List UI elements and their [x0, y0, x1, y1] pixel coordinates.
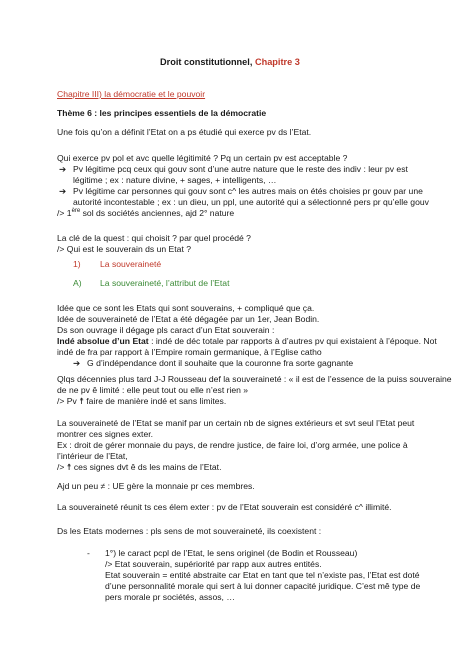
key-question: La clé de la quest : qui choisit ? par quel procédé ? /> Qui est le souverain ds un Etat ? [57, 233, 251, 254]
section-1-heading: 1) La souveraineté [73, 259, 162, 269]
paragraph-unlimited: La souveraineté réunit ts ces élem exter : pv de l’Etat souverain est considéré c^ illimité. [57, 502, 392, 512]
arrow-icon: ➔ [73, 358, 81, 368]
paragraph-modern-states: Ds les Etats modernes : pls sens de mot souveraineté, ils coexistent : [57, 526, 322, 536]
arrow-icon: ➔ [59, 164, 67, 174]
chapter-heading: Chapitre III) la démocratie et le pouvoir [57, 89, 206, 99]
title-chapter: Chapitre 3 [254, 57, 300, 67]
section-a-heading: A) La souveraineté, l’attribut de l’Etat [73, 278, 230, 288]
paragraph-rousseau: Qlqs décennies plus tard J-J Rousseau def la souveraineté : « il est de l’essence de la puiss souveraine de ne pv ê limité : elle peut tout ou elle n’est rien » /> Pv ☨ faire de manière indé et sans limites. [57, 374, 452, 406]
page-title [160, 57, 300, 68]
arrow-icon: ➔ [59, 186, 67, 196]
arrow-item-1: ➔ Pv légitime pcq ceux qui gouv sont d’une autre nature que le reste des indiv : leur pv est légitime ; ex : nature divine, + sages, + intelligents, … [59, 164, 408, 185]
paragraph-ue: Ajd un peu ≠ : UE gère la monnaie pr ces membres. [57, 481, 255, 491]
paragraph-intro: Une fois qu’on a définit l’Etat on a ps étudié qui exerce pv ds l’Etat. [57, 127, 312, 137]
question-legitimacy: Qui exerce pv pol et avc quelle légitimité ? Pq un certain pv est acceptable ? [57, 153, 348, 163]
question-conclusion: /> 1ère sol ds sociétés anciennes, ajd 2° nature [57, 208, 235, 218]
paragraph-bodin: Idée que ce sont les Etats qui sont souverains, + compliqué que ça. Idée de souveraineté de l’Etat a été dégagée par un 1er, Jean Bodin. Ds son ouvrage il dégage pls caract d’un Etat souverain : Indé absolue d’un Etat : indé de déc totale par rapports à d’autres pv qui existaient à l’époque. Not indé de fra par rapport à l’Empire romain germanique, à l’Eglise catho ➔ G d’indépendance dont il souhaite que la couronne fra sorte gagnante [57, 303, 437, 368]
title-main: Droit constitutionnel, [160, 57, 253, 67]
paragraph-signs: La souveraineté de l’Etat se manif par un certain nb de signes extérieurs et svt seul l’Etat peut montrer ces signes exter. Ex : droit de gérer monnaie du pays, de rendre justice, de faire loi, d’org armée, une police à l’intérieur de l’Etat, /> ☨ ces signes dvt ê ds les mains de l’Etat. [57, 418, 415, 472]
theme-heading: Thème 6 : les principes essentiels de la démocratie [57, 108, 267, 118]
list-item-meaning-1: - 1°) le caract pcpl de l’Etat, le sens originel (de Bodin et Rousseau) /> Etat souverain, supériorité par rapp aux autres entités. Etat souverain = entité abstraite car Etat en tant que tel n’existe pas, l’Etat est doté d’une personnalité morale qui sert à lui donner capacité juridique. C’est mê type de pers morale pr sociétés, assos, … [87, 548, 421, 602]
arrow-item-2: ➔ Pv légitime car personnes qui gouv sont c^ les autres mais on étés choisies pr gouv par une autorité incontestable ; ex : un dieu, un ppl, une autorité qui a sélectionné pers pr qu’elle gouv [59, 186, 429, 207]
